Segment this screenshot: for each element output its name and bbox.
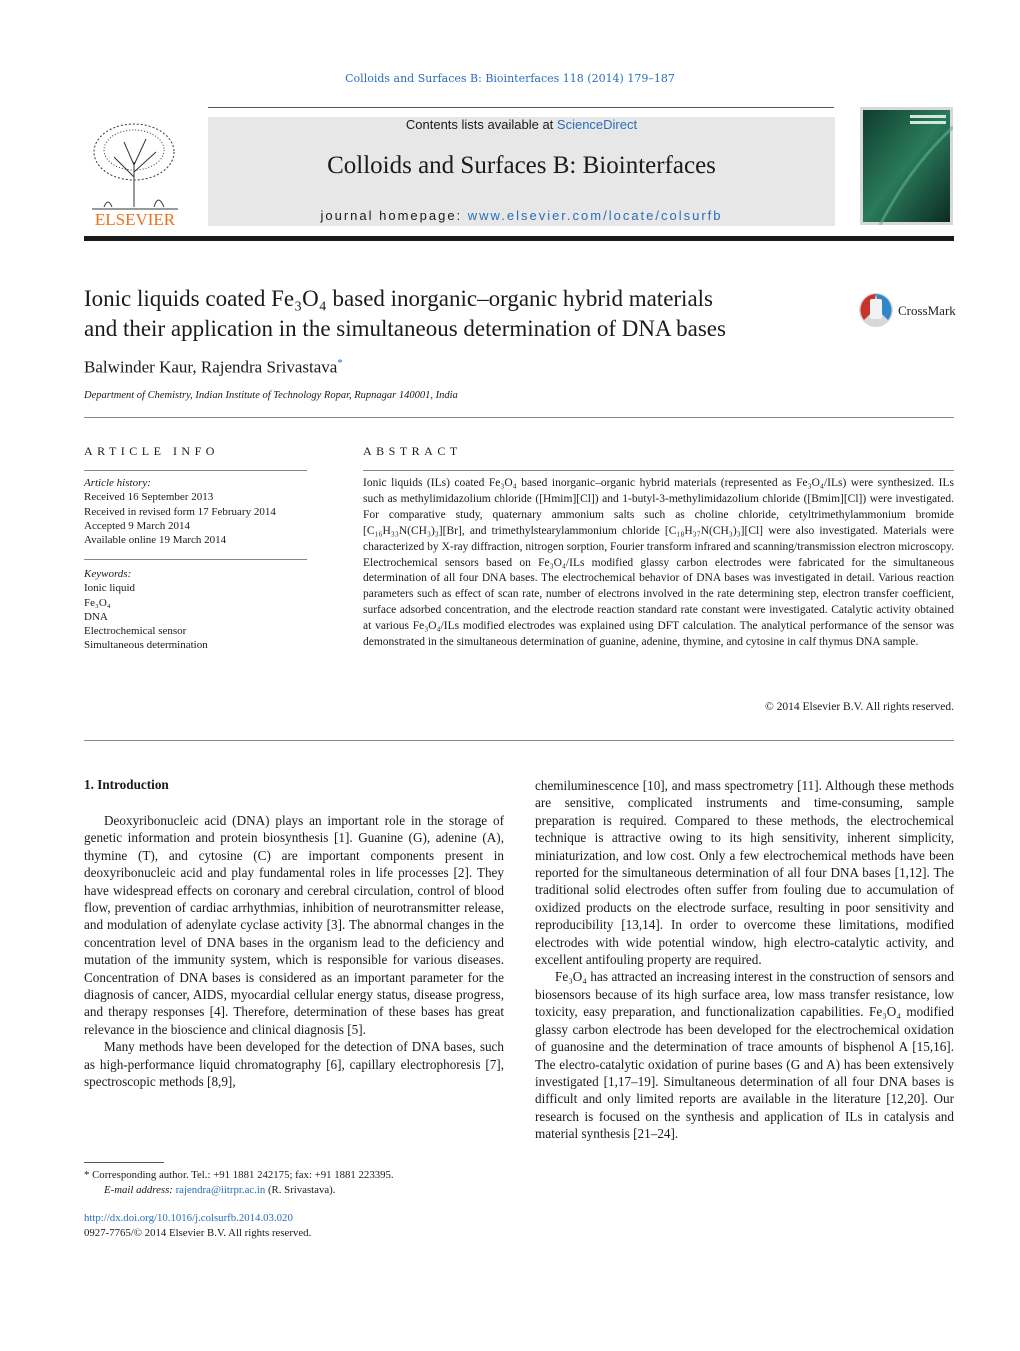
- history-label: Article history:: [84, 477, 151, 489]
- email-suffix: (R. Srivastava).: [265, 1184, 336, 1196]
- affiliation: Department of Chemistry, Indian Institute of Technology Ropar, Rupnagar 140001, India: [84, 390, 458, 401]
- elsevier-tree-icon: [84, 117, 186, 229]
- title-separator: [84, 417, 954, 418]
- issn-line: 0927-7765/© 2014 Elsevier B.V. All rights reserved.: [84, 1227, 312, 1239]
- header-thick-rule: [84, 236, 954, 241]
- intro-paragraph: Fe₃O₄ has attracted an increasing interest in the construction of sensors and biosensors because of its high surface area, low mass transfer resistance, low toxicity, easy preparation, and functionalization capabilities. Fe₃O₄ modified glassy carbon electrode has been developed for the electrochemical oxidation of guanosine and the determination of trace amounts of bisphenol A [15,16]. The electro-catalytic oxidation of purine bases (G and A) has been extensively investigated [1,17–19]. Simultaneous determination of all four DNA bases is difficult and only limited reports are available in the literature [12,20]. Our research is focused on the synthesis and application of ILs in catalysis and material synthesis [21–24].: [535, 969, 954, 1142]
- keyword-item: DNA: [84, 610, 108, 623]
- article-info-rule: [84, 470, 307, 471]
- header-rule: [208, 107, 834, 108]
- history-revised: Received in revised form 17 February 2014: [84, 505, 276, 518]
- intro-paragraph: Deoxyribonucleic acid (DNA) plays an important role in the storage of genetic information and protein biosynthesis [1]. Guanine (G), adenine (A), thymine (T), and cytosine (C) are important components present in deoxyribonucleic acid and play fundamental roles in life processes [2]. They have widespread effects on coronary and cerebral circulation, control of blood flow, prevention of cardiac arrhythmias, inhibition of neurotransmitter release, and modulation of adenylate cyclase activity [3]. The abnormal changes in the concentration level of DNA bases in the organism lead to the deficiency and mutation of the immunity system, which is responsible for various diseases. Concentration of DNA bases is considered as an important parameter for the diagnosis of cancer, AIDS, myocardial cellular energy status, disease progress, and therapy responses [4]. Therefore, determination of these bases has great relevance in the bioscience and clinical diagnosis [5].: [84, 813, 504, 1037]
- history-accepted: Accepted 9 March 2014: [84, 519, 190, 532]
- journal-citation[interactable]: Colloids and Surfaces B: Biointerfaces 118 (2014) 179–187: [345, 72, 675, 85]
- author-list: [84, 357, 343, 378]
- email-link[interactable]: rajendra@iitrpr.ac.in: [175, 1184, 266, 1196]
- contents-line: [208, 117, 835, 132]
- keywords-label: Keywords:: [84, 568, 132, 580]
- elsevier-wordmark: ELSEVIER: [94, 210, 176, 229]
- intro-paragraph: chemiluminescence [10], and mass spectrometry [11]. Although these methods are sensitive, complicated instruments and time-consuming, sample preparation is required. Compared to these methods, the electrochemical technique is attractive owing to its high sensitivity, inherent simplicity, miniaturization, and low cost. Only a few electrochemical methods have been reported for the simultaneous determination of all four DNA bases [1,12]. The traditional solid electrodes often suffer from fouling due to accumulation of oxidized products on the electrode surface, resulting in poor sensitivity and reproducibility [13,14]. In order to overcome these limitations, modified electrodes with wide potential window, high electro-catalytic activity, and excellent antifouling property are required.: [535, 778, 954, 968]
- keyword-item: Fe₃O₄: [84, 596, 111, 609]
- abstract-separator: [84, 740, 954, 741]
- corresponding-contact: * Corresponding author. Tel.: +91 1881 242175; fax: +91 1881 223395.: [84, 1169, 394, 1181]
- doi-link[interactable]: http://dx.doi.org/10.1016/j.colsurfb.2014.03.020: [84, 1212, 293, 1224]
- keyword-item: Electrochemical sensor: [84, 625, 187, 638]
- abstract-text: Ionic liquids (ILs) coated Fe₃O₄ based inorganic–organic hybrid materials (represented as Fe₃O₄/ILs) were synthesized. ILs such as methylimidazolium chloride ([Hmim][Cl]) and 1-butyl-3-methylimidazolium chloride ([Bmim][Cl]) were investigated. For comparative study, quaternary ammonium salts such as choline chloride, cetyltrimethylammonium bromide [C₁₆H₃₃N(CH₃)₃][Br], and trimethylstearylammonium chloride [C₁₈H₃₇N(CH₃)₃][Cl] were also investigated. Materials were characterized by X-ray diffraction, nitrogen sorption, Fourier transform infrared and scanning/transmission electron microscopy. Electrochemical sensors based on Fe₃O₄/ILs modified glassy carbon electrodes were fabricated for the simultaneous determination of all four DNA bases. The electrochemical behavior of DNA bases was investigated in detail. Various reaction parameters such as effect of scan rate, number of electrons involved in the rate determining step, electron transfer coefficient, surface adsorbed concentration, and the electrode reaction standard rate constant were investigated. Catalytic activity obtained at various Fe₃O₄/ILs modified electrodes was explained using DFT calculation. The analytical performance of the sensor was demonstrated in the simultaneous determination of guanine, adenine, thymine, and cytosine in calf thymus DNA sample.: [363, 477, 954, 649]
- homepage-link[interactable]: www.elsevier.com/locate/colsurfb: [467, 208, 723, 223]
- email-label: E-mail address:: [104, 1184, 176, 1196]
- crossmark-label: CrossMark: [898, 303, 956, 318]
- keyword-item: Ionic liquid: [84, 582, 136, 595]
- article-title: [84, 284, 844, 344]
- homepage-prefix: journal homepage:: [320, 208, 468, 223]
- elsevier-logo[interactable]: [84, 117, 186, 229]
- intro-paragraph: Many methods have been developed for the detection of DNA bases, such as high-performance liquid chromatography [6], capillary electrophoresis [7], spectroscopic methods [8,9],: [84, 1039, 504, 1090]
- intro-left-column: [84, 812, 504, 1091]
- doi-block: [84, 1211, 311, 1241]
- article-history: [84, 476, 314, 547]
- authors-names: Balwinder Kaur, Rajendra Srivastava: [84, 357, 338, 377]
- sciencedirect-link[interactable]: ScienceDirect: [556, 117, 638, 132]
- footnote-rule: [84, 1162, 164, 1163]
- section-heading-introduction: 1. Introduction: [84, 777, 169, 792]
- title-line-2: and their application in the simultaneous determination of DNA bases: [84, 316, 726, 341]
- homepage-line: [208, 208, 835, 223]
- abstract-rule: [363, 470, 954, 471]
- corresponding-author-mark[interactable]: *: [337, 357, 343, 369]
- email-line: [84, 1183, 504, 1198]
- contents-prefix: Contents lists available at: [405, 117, 557, 132]
- abstract-copyright: © 2014 Elsevier B.V. All rights reserved.: [765, 701, 954, 713]
- journal-cover-thumbnail[interactable]: [860, 107, 953, 225]
- journal-name: Colloids and Surfaces B: Biointerfaces: [327, 152, 716, 179]
- title-line-1: Ionic liquids coated Fe₃O₄ based inorganic–organic hybrid materials: [84, 286, 713, 311]
- crossmark-button[interactable]: [858, 290, 958, 330]
- keywords-rule: [84, 559, 307, 560]
- corresponding-footnote: [84, 1168, 504, 1198]
- article-info-heading: ARTICLE INFO: [84, 444, 219, 458]
- history-received: Received 16 September 2013: [84, 491, 214, 504]
- abstract-heading: ABSTRACT: [363, 444, 462, 458]
- history-online: Available online 19 March 2014: [84, 534, 227, 547]
- crossmark-icon: [858, 290, 958, 330]
- keyword-item: Simultaneous determination: [84, 639, 208, 652]
- keywords-list: [84, 567, 314, 653]
- journal-cover-image: [860, 107, 953, 225]
- intro-right-column: [535, 777, 954, 1143]
